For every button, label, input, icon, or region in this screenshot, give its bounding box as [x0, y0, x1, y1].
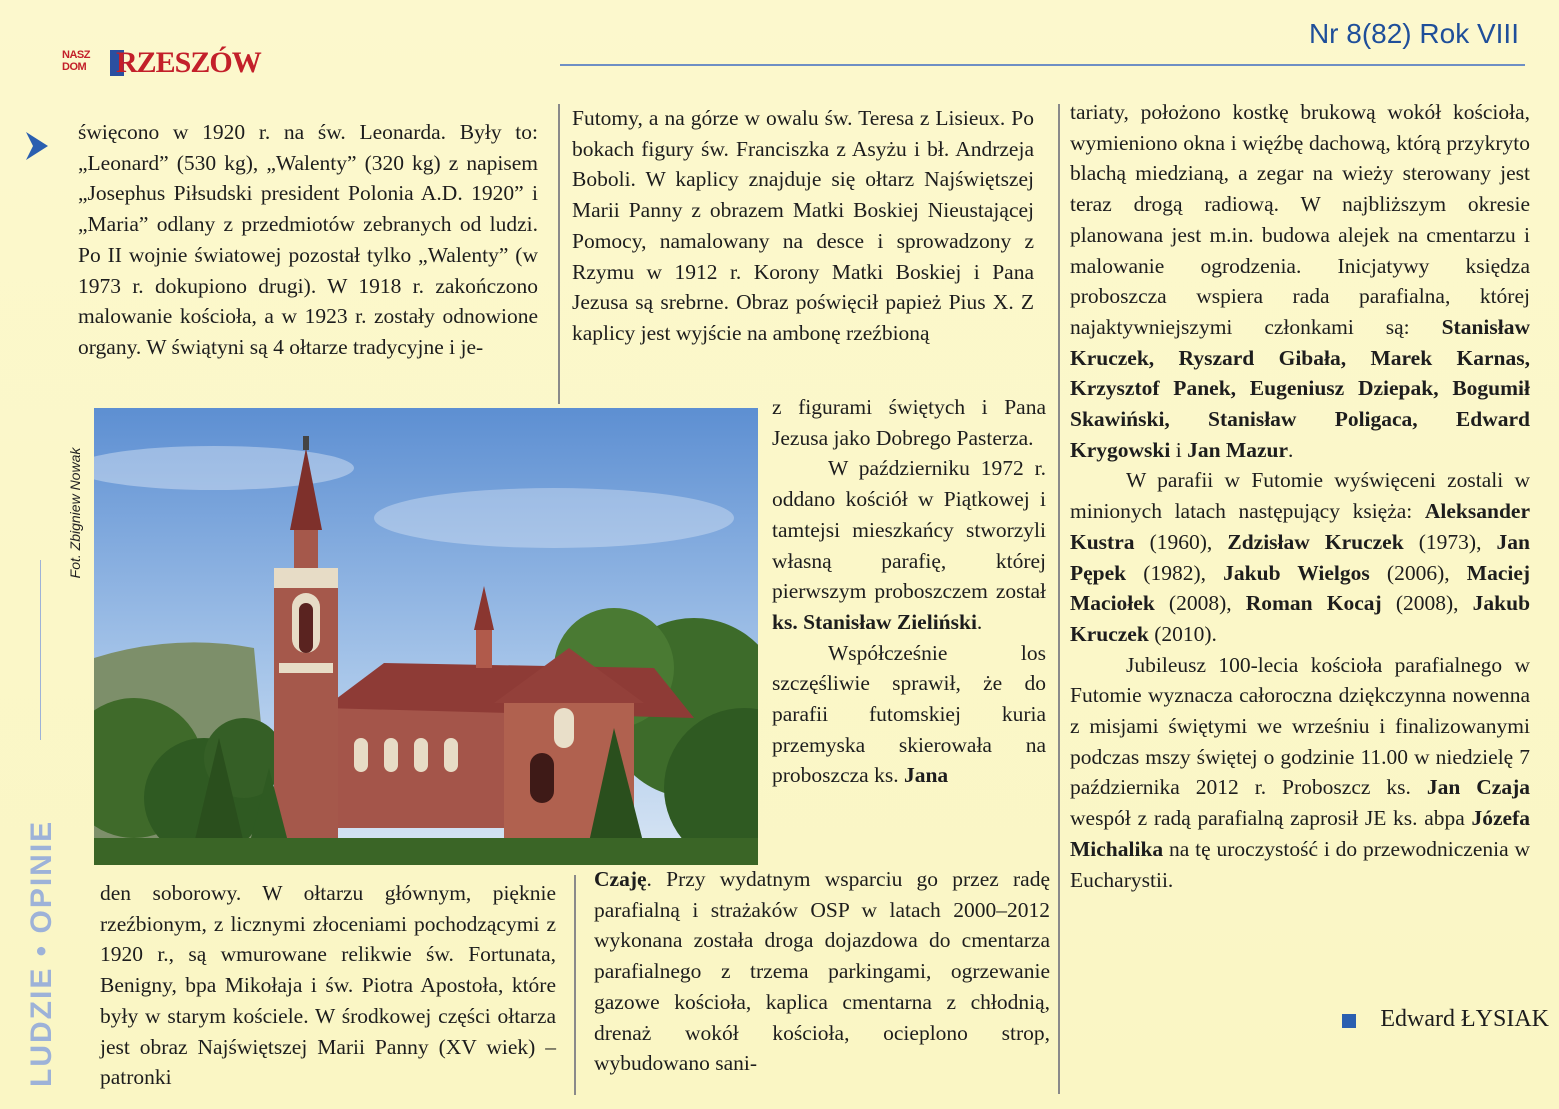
column-2-narrow-b-text: W październiku 1972 r. oddano kościół w Piątkowej i tamtejsi mieszkańcy stworzyli własną parafię, której pierwszym proboszczem został	[772, 456, 1046, 604]
column-3-p1-and: i	[1175, 437, 1182, 462]
section-label-text: LUDZIE • OPINIE	[25, 819, 58, 1087]
column-3-p3-a: Jubileusz 100-lecia kościoła parafialnego w Futomie wyznacza całoroczna dziękczynna nowenna z misjami świętymi we wrześniu i finalizowanymi podczas mszy świętej o godzinie 11.00 w niedzielę 7 października 2012 r. Proboszcz ks.	[1070, 652, 1530, 800]
column-1-top-text: święcono w 1920 r. na św. Leonarda. Były to: „Leonard” (530 kg), „Walenty” (320 kg) z napisem „Josephus Piłsudski president Polonia A.D. 1920” i „Maria” odlany z przedmiotów zebranych od ludzi. Po II wojnie światowej pozostał tylko „Walenty” (w 1973 r. dokupiono drugi). W 1918 r. zakończono malowanie kościoła, a w 1923 r. zostały odnowione organy. W świątyni są 4 ołtarze tradycyjne i je-	[78, 120, 538, 359]
priest-name: Roman Kocaj	[1245, 591, 1382, 616]
column-divider-1-bottom	[574, 875, 576, 1095]
column-2-bottom-body: . Przy wydatnym wsparciu go przez radę parafialną i strażaków OSP w latach 2000–2012 wykonana została droga dojazdowa do cmentarza parafialnego z trzema parkingami, ogrzewanie gazowe kościoła, kaplica cmentarna z chłodnią, drenaż wokół kościoła, ocieplono strop, wybudowano sani-	[594, 867, 1050, 1076]
column-3-p3-name-2: Józefa Michalika	[1070, 806, 1530, 861]
column-2-narrow-c-name: Jana	[903, 763, 949, 788]
signature-square-icon	[1342, 1014, 1356, 1028]
column-1-top	[78, 117, 538, 363]
column-2-narrow-b-name: ks. Stanisław Zieliński	[772, 609, 977, 634]
column-3-p1-last-name: Jan Mazur	[1187, 437, 1288, 462]
priest-name: Aleksander Kustra	[1070, 499, 1531, 554]
column-2-top-text: Futomy, a na górze w owalu św. Teresa z Lisieux. Po bokach figury św. Franciszka z Asyżu i bł. Andrzeja Boboli. W kaplicy znajduje się ołtarz Najświętszej Marii Panny z obrazem Matki Boskiej Nieustającej Pomocy, namalowany na desce i sprowadzony z Rzymu w 1912 r. Korony Matki Boskiej i Pana Jezusa są srebrne. Obraz poświęcił papież Pius X. Z kaplicy jest wyjście na ambonę rzeźbioną	[572, 106, 1034, 345]
magazine-logo	[62, 44, 282, 84]
priest-year: (1973)	[1418, 529, 1477, 554]
priest-year: (2008)	[1395, 591, 1454, 616]
column-2-narrow-b: W październiku 1972 r. oddano kościół w Piątkowej i tamtejsi mieszkańcy stworzyli własną parafię, której pierwszym proboszczem został ks. Stanisław Zieliński.	[772, 456, 1046, 634]
column-2-narrow-c	[772, 638, 1046, 792]
photo-credit	[60, 420, 90, 610]
photo-credit-text: Fot. Zbigniew Nowak	[67, 447, 83, 579]
column-divider-1-top	[558, 104, 560, 404]
column-2-bottom	[594, 864, 1050, 1079]
column-3-paragraph-1: tariaty, położono kostkę brukową wokół kościoła, wymieniono okna i więźbę dachową, którą przykryto blachą miedzianą, a zegar na wieży sterowany jest teraz drogą radiową. W najbliższym okresie planowana jest m.in. budowa alejek na cmentarzu i malowanie ogrodzenia. Inicjatywy księdza proboszcza wspiera rada parafialna, której najaktywniejszymi członkami są: Stanisław Kruczek, Ryszard Gibała, Marek Karnas, Krzysztof Panek, Eugeniusz Dziepak, Bogumił Skawiński, Stanisław Poligaca, Edward Krygowski i Jan Mazur.	[1070, 100, 1531, 462]
column-3-p3-c: na tę uroczystość i do przewodniczenia w Eucharystii.	[1070, 836, 1530, 892]
priest-year: (1982)	[1143, 560, 1201, 585]
priest-name: Jakub Wielgos	[1223, 560, 1370, 585]
column-2-bottom-name: Czaję	[594, 867, 647, 891]
column-3-p2-intro: W parafii w Futomie wyświęceni zostali w minionych latach następujący księża:	[1070, 468, 1530, 524]
column-2-bottom-text	[594, 864, 1050, 1079]
priest-name: Maciej Maciołek	[1070, 560, 1531, 616]
church-photo	[94, 408, 758, 865]
column-3-p1-names: Stanisław Kruczek, Ryszard Gibała, Marek Karnas, Krzysztof Panek, Eugeniusz Dziepak, Bogumił Skawiński, Stanisław Poligaca, Edward Krygowski	[1070, 314, 1531, 462]
column-2-narrow	[772, 392, 1046, 791]
column-3-paragraph-2: W parafii w Futomie wyświęceni zostali w minionych latach następujący księża: Aleksander Kustra (1960), Zdzisław Kruczek (1973), Jan Pępek (1982), Jakub Wielgos (2006), Maciej Maciołek (2008), Roman Kocaj (2008), Jakub Kruczek (2010).	[1070, 468, 1531, 646]
column-3	[1070, 97, 1530, 895]
sidebar-rule	[40, 560, 41, 740]
column-1-bottom-text: den soborowy. W ołtarzu głównym, pięknie rzeźbionym, z licznymi złoceniami pochodzącymi z 1920 r., są wmurowane relikwie św. Fortunata, Benigny, bpa Mikołaja i św. Piotra Apostoła, które były w starym kościele. W środkowej części ołtarza jest obraz Najświętszej Marii Panny (XV wiek) – patronki	[100, 881, 556, 1090]
column-1-bottom	[100, 878, 556, 1093]
continuation-arrow-icon	[26, 132, 48, 160]
column-3-p1-text: tariaty, położono kostkę brukową wokół kościoła, wymieniono okna i więźbę dachową, którą przykryto blachą miedzianą, a zegar na wieży sterowany jest teraz drogą radiową. W najbliższym okresie planowana jest m.in. budowa alejek na cmentarzu i malowanie ogrodzenia. Inicjatywy księdza proboszcza wspiera rada parafialna, której najaktywniejszymi członkami są:	[1070, 100, 1530, 339]
logo-title: RZESZÓW	[116, 46, 261, 79]
priest-year: (2006)	[1386, 560, 1445, 585]
issue-number: Nr 8(82) Rok VIII	[1308, 18, 1519, 49]
logo-small-line-1: NASZ	[62, 49, 90, 61]
column-3-p3-name-1: Jan Czaja	[1426, 775, 1531, 800]
priest-name: Zdzisław Kruczek	[1227, 529, 1404, 554]
column-3-paragraph-3	[1070, 650, 1530, 896]
priest-name: Jan Pępek	[1070, 529, 1531, 585]
column-3-p3-b: wespół z radą parafialną zaprosił JE ks. abpa	[1070, 806, 1465, 831]
column-2-top	[572, 103, 1034, 349]
logo-small-line-2: DOM	[62, 61, 87, 73]
priest-name: Jakub Kruczek	[1070, 591, 1531, 646]
priest-year: (2010).	[1154, 621, 1217, 646]
column-2-narrow-c-text: Współcześnie los szczęśliwie sprawił, że do parafii futomskiej kuria przemyska skierowała na proboszcza ks.	[772, 640, 1046, 788]
column-divider-2	[1058, 104, 1060, 1094]
author-signature: Edward ŁYSIAK	[1380, 1006, 1549, 1032]
column-2-narrow-a: z figurami świętych i Pana Jezusa jako Dobrego Pasterza.	[772, 395, 1046, 450]
header-rule	[560, 64, 1525, 66]
section-label	[2, 770, 72, 1109]
priest-year: (2008)	[1168, 591, 1227, 616]
priest-year: (1960)	[1149, 529, 1207, 554]
